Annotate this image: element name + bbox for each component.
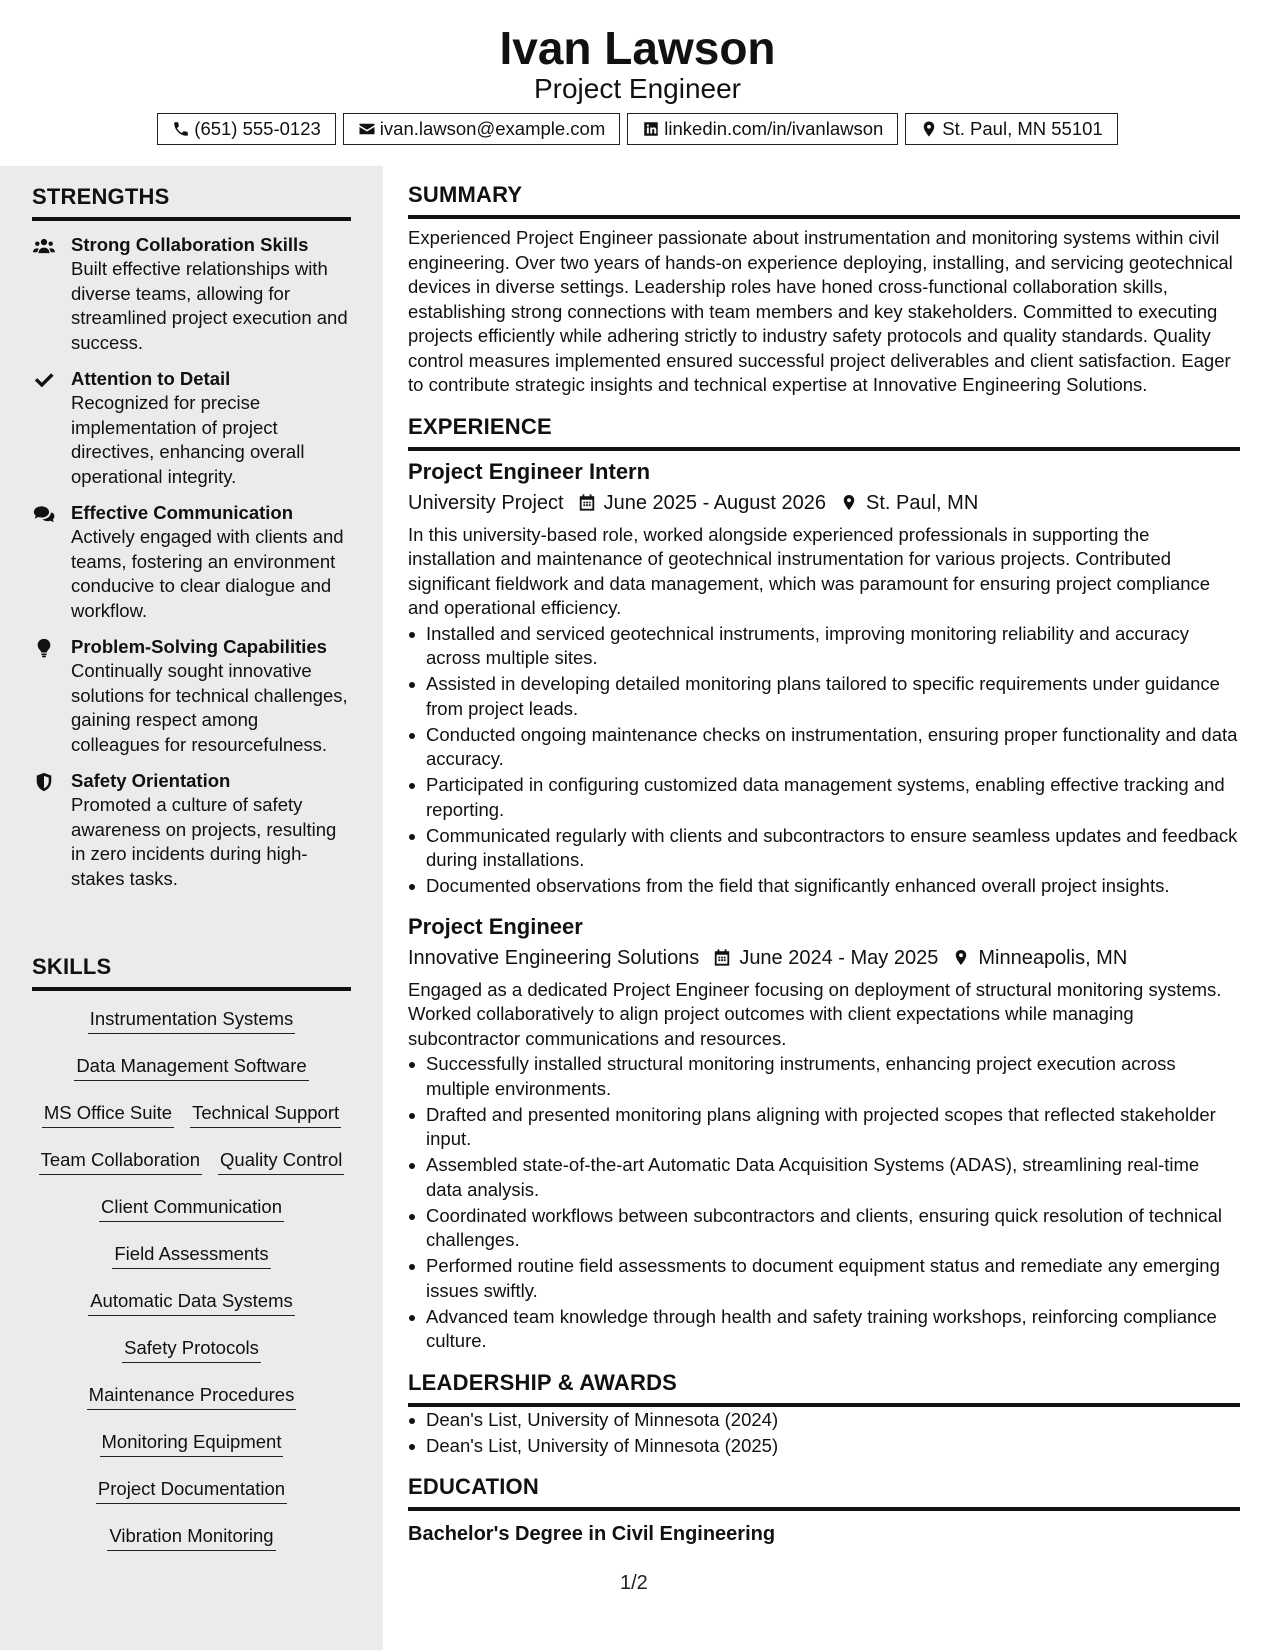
job-org [408, 489, 564, 517]
main-content [408, 166, 1240, 1547]
skills-section [32, 954, 351, 1565]
job-entry [408, 458, 1240, 899]
education-heading: EDUCATION [408, 1474, 1240, 1511]
email-text: ivan.lawson@example.com [379, 118, 606, 139]
shield-icon [32, 772, 56, 792]
skill-tag: Vibration Monitoring [107, 1523, 275, 1551]
job-entry [408, 913, 1240, 1354]
awards-list [408, 1408, 1240, 1459]
candidate-title: Project Engineer [533, 73, 741, 104]
strength-title: Strong Collaboration Skills [71, 234, 309, 255]
job-dates [713, 944, 938, 972]
job-location-text: St. Paul, MN [866, 491, 979, 514]
summary-text: Experienced Project Engineer passionate about instrumentation and monitoring systems within civil engineering. Over two years of hands-on experience deploying, installing, and servicing geotechnical devices in diverse settings. Leadership roles have honed cross-functional collaboration skills, establishing strong connections with team members and key stakeholders. Committed to executing projects efficiently while adhering strictly to industry safety protocols and quality standards. Quality control measures implemented ensured successful project deliverables and client satisfaction. Eager to contribute strategic insights and technical expertise at Innovative Engineering Solutions. [408, 227, 1233, 395]
skill-tag: Team Collaboration [39, 1147, 202, 1175]
skill-tag: Quality Control [218, 1147, 344, 1175]
job-dates [578, 489, 826, 517]
job-role: Project Engineer Intern [408, 458, 651, 484]
strength-title: Effective Communication [71, 502, 294, 523]
summary-heading: SUMMARY [408, 182, 1240, 219]
strength-item [32, 367, 351, 489]
job-location [840, 489, 978, 517]
experience-heading: EXPERIENCE [408, 414, 1240, 451]
job-meta [408, 489, 1240, 517]
skills-list [32, 1001, 351, 1565]
job-location [952, 944, 1127, 972]
contact-linkedin[interactable] [627, 113, 898, 145]
strength-desc: Recognized for precise implementation of project directives, enhancing overall operational integrity. [71, 392, 305, 487]
list-item: Assembled state-of-the-art Automatic Data Acquisition Systems (ADAS), streamlining real-time data analysis. [408, 1153, 1240, 1202]
list-item: Conducted ongoing maintenance checks on instrumentation, ensuring proper functionality and data accuracy. [408, 723, 1240, 772]
sidebar [0, 166, 383, 1650]
contact-location[interactable] [905, 113, 1117, 145]
skill-tag: Maintenance Procedures [87, 1382, 297, 1410]
strength-desc: Promoted a culture of safety awareness on projects, resulting in zero incidents during high-stakes tasks. [71, 794, 337, 889]
linkedin-text: linkedin.com/in/ivanlawson [664, 118, 884, 139]
map-pin-icon [840, 493, 858, 512]
phone-icon [172, 120, 190, 138]
users-icon [32, 236, 56, 256]
location-text: St. Paul, MN 55101 [942, 118, 1103, 139]
envelope-icon [358, 120, 376, 138]
comments-icon [32, 504, 56, 524]
skill-tag: Project Documentation [96, 1476, 287, 1504]
skill-tag: MS Office Suite [42, 1100, 174, 1128]
list-item: Installed and serviced geotechnical instruments, improving monitoring reliability and accuracy across multiple sites. [408, 622, 1240, 671]
page-number: 1/2 [620, 1572, 648, 1594]
skill-tag: Data Management Software [74, 1053, 308, 1081]
calendar-icon [578, 493, 596, 512]
awards-heading: LEADERSHIP & AWARDS [408, 1370, 1240, 1407]
list-item: Performed routine field assessments to document equipment status and remediate any emerging issues swiftly. [408, 1254, 1240, 1303]
job-org-text: University Project [408, 491, 564, 514]
job-bullets [408, 1052, 1240, 1354]
list-item: Documented observations from the field that significantly enhanced overall project insights. [408, 874, 1240, 899]
strength-title: Safety Orientation [71, 770, 231, 791]
contact-email[interactable] [343, 113, 620, 145]
job-dates-text: June 2024 - May 2025 [739, 946, 939, 969]
strength-desc: Continually sought innovative solutions for technical challenges, gaining respect among colleagues for resourcefulness. [71, 660, 348, 755]
job-org [408, 944, 699, 972]
list-item: Dean's List, University of Minnesota (2025) [408, 1434, 1240, 1459]
strength-item [32, 635, 351, 757]
calendar-icon [713, 948, 731, 967]
phone-text: (651) 555-0123 [194, 118, 321, 139]
skill-tag: Field Assessments [112, 1241, 270, 1269]
strengths-heading: STRENGTHS [32, 184, 351, 221]
strength-desc: Actively engaged with clients and teams, fostering an environment conducive to clear dialogue and workflow. [71, 526, 344, 621]
lightbulb-icon [32, 638, 56, 658]
job-description: Engaged as a dedicated Project Engineer focusing on deployment of structural monitoring systems. Worked collaboratively to align project outcomes with client expectations while managing subcontractor communications and resources. [408, 978, 1222, 1049]
skill-tag: Client Communication [99, 1194, 284, 1222]
strength-item [32, 501, 351, 623]
strength-title: Problem-Solving Capabilities [71, 636, 327, 657]
job-description: In this university-based role, worked alongside experienced professionals in supporting the installation and maintenance of geotechnical instrumentation for various projects. Contributed significant fieldwork and data management, which was paramount for ensuring project compliance and operational efficiency. [408, 523, 1211, 618]
education-degree: Bachelor's Degree in Civil Engineering [408, 1523, 776, 1545]
list-item: Advanced team knowledge through health and safety training workshops, reinforcing compliance culture. [408, 1305, 1240, 1354]
map-pin-icon [952, 948, 970, 967]
list-item: Participated in configuring customized data management systems, enabling effective tracking and reporting. [408, 773, 1240, 822]
job-role: Project Engineer [408, 913, 583, 939]
list-item: Drafted and presented monitoring plans aligning with projected scopes that reflected stakeholder input. [408, 1103, 1240, 1152]
job-meta [408, 944, 1240, 972]
job-bullets [408, 622, 1240, 899]
skill-tag: Instrumentation Systems [88, 1006, 296, 1034]
strength-item [32, 769, 351, 891]
skill-tag: Technical Support [190, 1100, 341, 1128]
strength-item [32, 233, 351, 355]
list-item: Coordinated workflows between subcontractors and clients, ensuring quick resolution of technical challenges. [408, 1204, 1240, 1253]
skill-tag: Monitoring Equipment [100, 1429, 284, 1457]
resume-header [0, 0, 1275, 166]
job-location-text: Minneapolis, MN [978, 946, 1128, 969]
map-pin-icon [920, 120, 938, 138]
strength-title: Attention to Detail [71, 368, 231, 389]
list-item: Communicated regularly with clients and subcontractors to ensure seamless updates and feedback during installations. [408, 824, 1240, 873]
contact-bar [0, 113, 1275, 145]
job-dates-text: June 2025 - August 2026 [603, 491, 827, 514]
list-item: Assisted in developing detailed monitoring plans tailored to specific requirements under guidance from project leads. [408, 672, 1240, 721]
linkedin-icon [642, 120, 660, 138]
candidate-name: Ivan Lawson [499, 22, 776, 74]
job-org-text: Innovative Engineering Solutions [408, 946, 700, 969]
strengths-section [32, 184, 351, 891]
skills-heading: SKILLS [32, 954, 351, 991]
skill-tag: Safety Protocols [122, 1335, 261, 1363]
contact-phone[interactable] [157, 113, 336, 145]
check-icon [32, 370, 56, 390]
list-item: Dean's List, University of Minnesota (2024) [408, 1408, 1240, 1433]
list-item: Successfully installed structural monitoring instruments, enhancing project execution across multiple environments. [408, 1052, 1240, 1101]
strength-desc: Built effective relationships with diverse teams, allowing for streamlined project execution and success. [71, 258, 348, 353]
skill-tag: Automatic Data Systems [88, 1288, 295, 1316]
